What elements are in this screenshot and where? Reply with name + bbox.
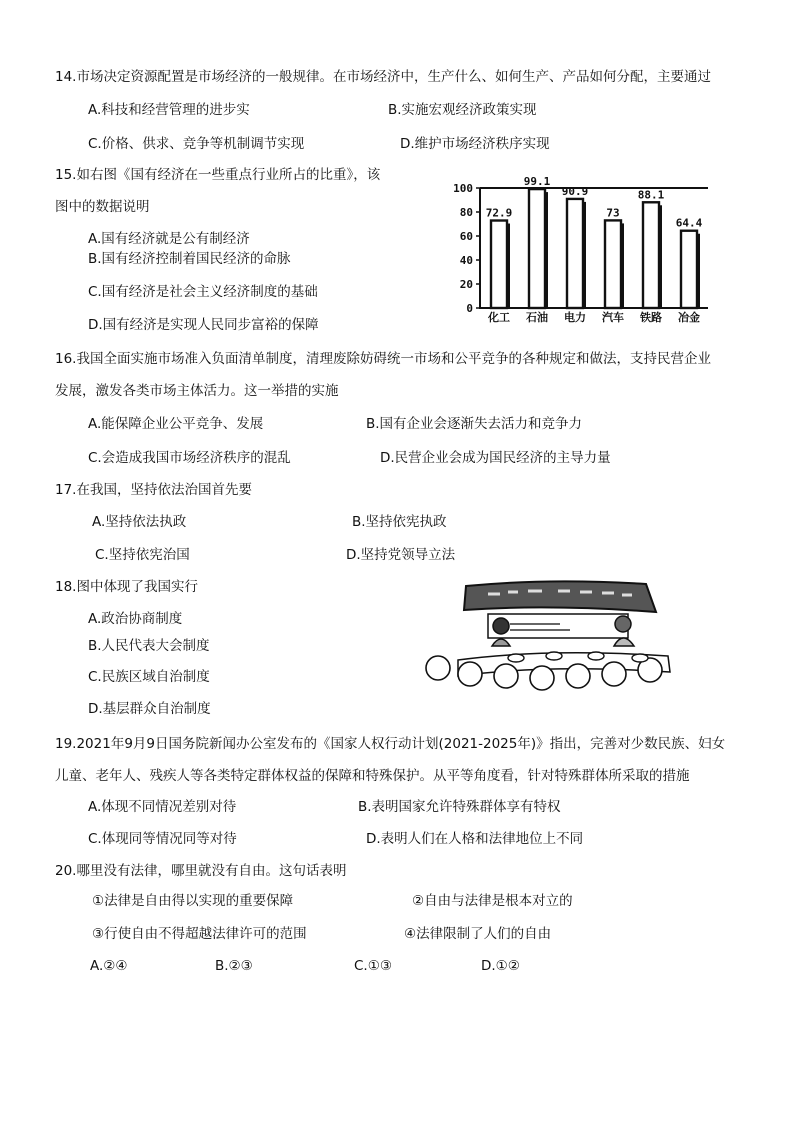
q16-option-c[interactable]: C.会造成我国市场经济秩序的混乱 <box>88 450 291 466</box>
q20-statement-2: ②自由与法律是根本对立的 <box>412 893 573 909</box>
q19-option-a[interactable]: A.体现不同情况差别对待 <box>88 799 237 815</box>
q17-option-c[interactable]: C.坚持依宪治国 <box>95 547 190 563</box>
bar-value-label: 88.1 <box>637 188 665 202</box>
q19-stem-line2: 儿童、老年人、残疾人等各类特定群体权益的保障和特殊保护。从平等角度看，针对特殊群体所采取的措施 <box>55 768 690 784</box>
q18-option-d[interactable]: D.基层群众自治制度 <box>88 701 211 717</box>
bar <box>491 221 507 308</box>
q15-option-b[interactable]: B.国有经济控制着国民经济的命脉 <box>88 251 291 267</box>
q18-stem: 18.图中体现了我国实行 <box>55 579 198 595</box>
q18-option-a[interactable]: A.政治协商制度 <box>88 611 183 627</box>
q17-option-d[interactable]: D.坚持党领导立法 <box>346 547 456 563</box>
cup <box>508 654 524 662</box>
bar-value-label: 72.9 <box>485 206 513 220</box>
q14-stem: 14.市场决定资源配置是市场经济的一般规律。在市场经济中，生产什么、如何生产、产品如何分配，主要通过 <box>55 69 711 85</box>
bar-value-label: 73 <box>606 206 620 220</box>
y-tick-label: 0 <box>466 302 473 315</box>
q20-option-d[interactable]: D.①② <box>481 958 520 974</box>
q15-stem-line2: 图中的数据说明 <box>55 199 150 215</box>
audience-member <box>566 664 590 688</box>
q14-option-c[interactable]: C.价格、供求、竞争等机制调节实现 <box>88 136 305 152</box>
q19-option-d[interactable]: D.表明人们在人格和法律地位上不同 <box>366 831 584 847</box>
audience-member <box>426 656 450 680</box>
bar <box>529 189 545 308</box>
q15-option-a[interactable]: A.国有经济就是公有制经济 <box>88 231 250 247</box>
x-tick-label: 化工 <box>488 311 510 324</box>
audience-member <box>494 664 518 688</box>
q16-option-a[interactable]: A.能保障企业公平竞争、发展 <box>88 416 264 432</box>
y-tick-label: 20 <box>459 278 473 291</box>
bar <box>567 199 583 308</box>
bar <box>681 231 697 308</box>
banner <box>464 581 656 612</box>
bar <box>605 220 621 308</box>
audience-member <box>458 662 482 686</box>
chart-axes <box>480 188 708 308</box>
q16-option-d[interactable]: D.民营企业会成为国民经济的主导力量 <box>380 450 611 466</box>
bar <box>643 202 659 308</box>
audience-member <box>602 662 626 686</box>
x-tick-label: 石油 <box>526 311 548 324</box>
q16-stem-line2: 发展，激发各类市场主体活力。这一举措的实施 <box>55 383 339 399</box>
q14-option-d[interactable]: D.维护市场经济秩序实现 <box>400 136 550 152</box>
audience-member <box>530 666 554 690</box>
q20-option-c[interactable]: C.①③ <box>354 958 392 974</box>
x-tick-label: 铁路 <box>640 311 662 324</box>
bar-value-label: 99.1 <box>523 175 551 189</box>
q15-option-d[interactable]: D.国有经济是实现人民同步富裕的保障 <box>88 317 319 333</box>
q14-option-b[interactable]: B.实施宏观经济政策实现 <box>388 102 537 118</box>
q19-stem-line1: 19.2021年9月9日国务院新闻办公室发布的《国家人权行动计划(2021-2025年)》指出，完善对少数民族、妇女 <box>55 736 726 752</box>
q17-option-b[interactable]: B.坚持依宪执政 <box>352 514 447 530</box>
q16-option-b[interactable]: B.国有企业会逐渐失去活力和竞争力 <box>366 416 583 432</box>
cup <box>546 652 562 660</box>
bar-value-label: 64.4 <box>675 216 703 230</box>
y-tick-label: 40 <box>459 254 473 267</box>
x-tick-label: 电力 <box>564 311 586 324</box>
q20-statement-3: ③行使自由不得超越法律许可的范围 <box>92 926 307 942</box>
q20-statement-4: ④法律限制了人们的自由 <box>404 926 552 942</box>
q20-stem: 20.哪里没有法律，哪里就没有自由。这句话表明 <box>55 863 347 879</box>
q19-option-b[interactable]: B.表明国家允许特殊群体享有特权 <box>358 799 561 815</box>
x-tick-label: 汽车 <box>602 311 624 324</box>
q14-option-a[interactable]: A.科技和经营管理的进步实 <box>88 102 250 118</box>
y-tick-label: 60 <box>459 230 473 243</box>
q20-option-b[interactable]: B.②③ <box>215 958 253 974</box>
speaker-right-head <box>615 616 631 632</box>
q20-option-a[interactable]: A.②④ <box>90 958 128 974</box>
speaker-left-head <box>493 618 509 634</box>
bar-value-label: 90.9 <box>561 184 589 198</box>
q15-stem-line1: 15.如右图《国有经济在一些重点行业所占的比重》，该 <box>55 167 381 183</box>
y-tick-label: 80 <box>459 206 473 219</box>
bar-chart <box>440 170 710 325</box>
y-tick-label: 100 <box>453 182 473 195</box>
q20-statement-1: ①法律是自由得以实现的重要保障 <box>92 893 294 909</box>
cup <box>588 652 604 660</box>
q17-stem: 17.在我国，坚持依法治国首先要 <box>55 482 252 498</box>
q17-option-a[interactable]: A.坚持依法执政 <box>92 514 187 530</box>
q19-option-c[interactable]: C.体现同等情况同等对待 <box>88 831 237 847</box>
meeting-illustration <box>418 576 680 700</box>
x-tick-label: 冶金 <box>678 311 700 324</box>
q16-stem-line1: 16.我国全面实施市场准入负面清单制度，清理废除妨碍统一市场和公平竞争的各种规定和做法，支持民营企业 <box>55 351 711 367</box>
cup <box>632 654 648 662</box>
q18-option-b[interactable]: B.人民代表大会制度 <box>88 638 210 654</box>
q15-option-c[interactable]: C.国有经济是社会主义经济制度的基础 <box>88 284 318 300</box>
q18-option-c[interactable]: C.民族区域自治制度 <box>88 669 210 685</box>
